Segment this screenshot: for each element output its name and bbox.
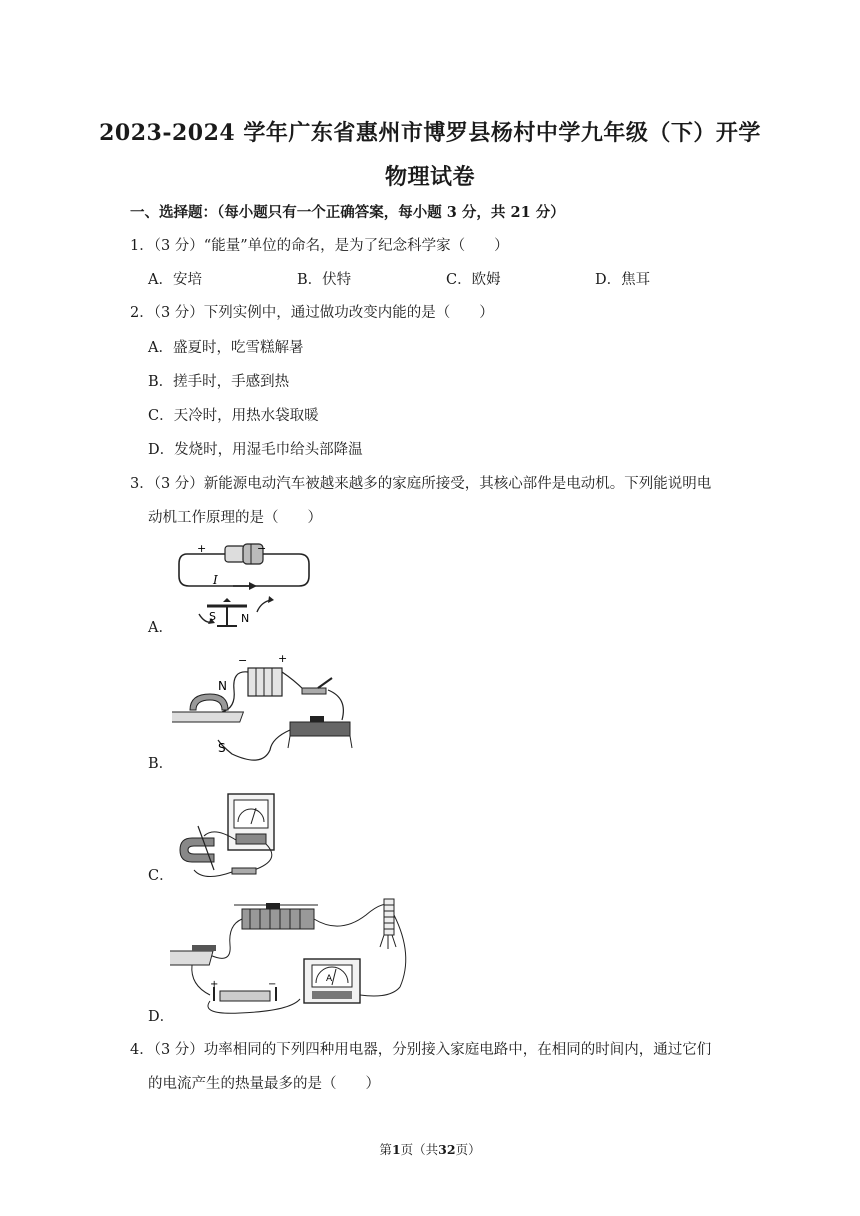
q3-option-b: B．: [148, 756, 174, 772]
page-footer: [0, 1140, 860, 1158]
question-4-text-line1: 4．（3 分）功率相同的下列四种用电器，分别接入家庭电路中，在相同的时间内，通过它们: [130, 1042, 712, 1058]
footer-page-number: 1: [391, 1142, 401, 1157]
fig-b-plus-label: +: [278, 652, 288, 665]
fig-a-current-label: I: [213, 573, 218, 587]
q1-option-b: B．伏特: [297, 272, 352, 288]
exam-title-line1: 2023-2024 学年广东省惠州市博罗县杨村中学九年级（下）开学: [99, 120, 761, 146]
q2-option-b: B．搓手时，手感到热: [148, 374, 290, 390]
fig-b-north-label: N: [218, 679, 227, 693]
fig-a-south-label: S: [209, 610, 216, 623]
fig-d-meter-label: A: [326, 974, 333, 984]
exam-title-line2: 物理试卷: [384, 164, 475, 190]
footer-suffix: 页）: [455, 1142, 481, 1157]
figure-b-motor-principle: [172, 650, 362, 770]
q2-option-a: A．盛夏时，吃雪糕解暑: [148, 340, 304, 356]
figure-d-electromagnet-circuit: [170, 895, 420, 1020]
fig-a-north-label: N: [241, 612, 250, 625]
fig-d-minus-label: −: [268, 979, 277, 990]
q3-option-a: A．: [148, 620, 173, 636]
fig-d-plus-label: +: [210, 979, 219, 990]
figure-c-electromagnetic-induction: [174, 790, 284, 882]
q1-option-d: D．焦耳: [595, 272, 651, 288]
footer-total-pages: 32: [438, 1142, 456, 1157]
fig-a-minus-label: −: [257, 542, 267, 555]
question-1-text: 1．（3 分）“能量”单位的命名，是为了纪念科学家（ ）: [130, 238, 509, 254]
q3-option-d: D．: [148, 1009, 175, 1025]
figure-a-oersted-experiment: [175, 540, 315, 630]
q1-option-c: C．欧姆: [446, 272, 501, 288]
question-3-text-line1: 3．（3 分）新能源电动汽车被越来越多的家庭所接受，其核心部件是电动机。下列能说明电: [130, 476, 712, 492]
question-4-text-line2: 的电流产生的热量最多的是（ ）: [148, 1076, 380, 1092]
q2-option-c: C．天冷时，用热水袋取暖: [148, 408, 319, 424]
question-2-text: 2．（3 分）下列实例中，通过做功改变内能的是（ ）: [130, 305, 494, 321]
q1-option-a: A．安培: [148, 272, 202, 288]
footer-middle: 页（共: [400, 1142, 439, 1157]
footer-prefix: 第: [379, 1142, 392, 1157]
fig-b-south-label: S: [218, 741, 226, 755]
fig-a-plus-label: +: [197, 542, 207, 555]
q3-option-c: C．: [148, 868, 174, 884]
fig-b-minus-label: −: [238, 654, 248, 667]
section-heading: 一、选择题：（每小题只有一个正确答案，每小题 3 分，共 21 分）: [130, 204, 565, 221]
q2-option-d: D．发烧时，用湿毛巾给头部降温: [148, 442, 363, 458]
question-3-text-line2: 动机工作原理的是（ ）: [148, 510, 322, 526]
